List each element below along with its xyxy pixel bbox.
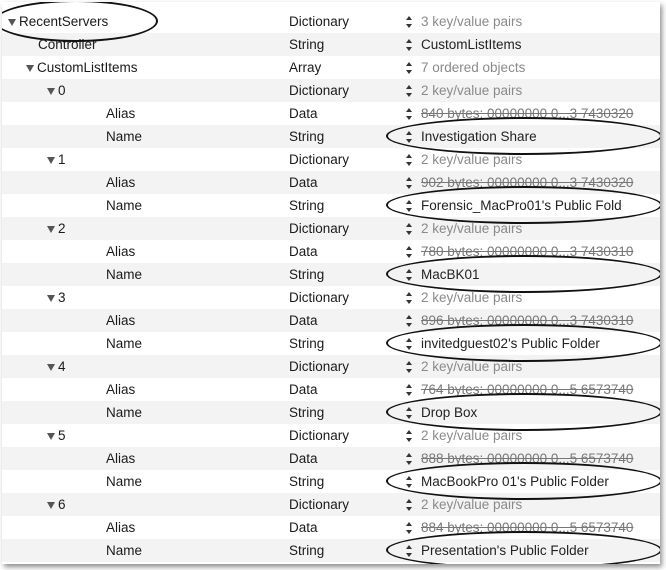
- key-label: 6: [58, 497, 66, 512]
- plist-row-item4[interactable]: [2, 355, 660, 378]
- type-cell[interactable]: Data: [289, 106, 318, 121]
- key-cell[interactable]: [47, 355, 66, 378]
- key-cell[interactable]: [26, 56, 138, 79]
- stepper-icon[interactable]: [406, 361, 414, 373]
- value-cell[interactable]: [406, 309, 633, 332]
- value-label: Drop Box: [421, 405, 478, 420]
- plist-row-item2[interactable]: [2, 217, 660, 240]
- key-cell[interactable]: [106, 378, 135, 401]
- type-cell[interactable]: String: [289, 267, 325, 282]
- plist-row-item1-alias[interactable]: [2, 171, 660, 194]
- value-label: 2 key/value pairs: [421, 152, 523, 167]
- stepper-icon[interactable]: [406, 453, 414, 465]
- key-label: CustomListItems: [37, 60, 138, 75]
- plist-row-item5-alias[interactable]: [2, 447, 660, 470]
- plist-row-item4-name[interactable]: [2, 401, 660, 424]
- type-cell[interactable]: Dictionary: [289, 290, 350, 305]
- key-label: Controller: [38, 37, 97, 52]
- plist-row-item0-name[interactable]: [2, 125, 660, 148]
- key-cell[interactable]: [47, 148, 66, 171]
- stepper-icon[interactable]: [406, 269, 414, 281]
- key-cell[interactable]: [38, 33, 97, 56]
- key-cell[interactable]: [106, 539, 142, 562]
- value-cell[interactable]: [406, 33, 522, 56]
- disclosure-triangle-icon[interactable]: [47, 502, 55, 509]
- plist-row-item6-alias[interactable]: [2, 516, 660, 539]
- plist-row-item2-name[interactable]: [2, 263, 660, 286]
- type-cell[interactable]: String: [289, 543, 325, 558]
- stepper-icon[interactable]: [406, 16, 414, 28]
- stepper-icon[interactable]: [406, 384, 414, 396]
- plist-row-item0-alias[interactable]: [2, 102, 660, 125]
- key-label: RecentServers: [19, 14, 109, 29]
- plist-row-item2-alias[interactable]: [2, 240, 660, 263]
- key-cell[interactable]: [106, 240, 135, 263]
- key-cell[interactable]: [47, 217, 66, 240]
- value-label: 2 key/value pairs: [421, 497, 523, 512]
- stepper-icon[interactable]: [406, 85, 414, 97]
- value-cell[interactable]: [406, 79, 522, 102]
- plist-row-item6-name[interactable]: [2, 539, 660, 562]
- plist-row-customlistitems[interactable]: [2, 56, 660, 79]
- disclosure-triangle-icon[interactable]: [47, 295, 55, 302]
- value-cell[interactable]: [406, 125, 537, 148]
- value-cell[interactable]: [406, 424, 522, 447]
- stepper-icon[interactable]: [406, 246, 414, 258]
- value-cell[interactable]: [406, 10, 522, 33]
- key-cell[interactable]: [106, 125, 142, 148]
- plist-row-item1[interactable]: [2, 148, 660, 171]
- key-label: Alias: [106, 451, 136, 466]
- key-label: Alias: [106, 313, 136, 328]
- type-cell[interactable]: String: [289, 336, 325, 351]
- value-cell[interactable]: [406, 240, 633, 263]
- value-cell[interactable]: [406, 516, 633, 539]
- value-label: 2 key/value pairs: [421, 221, 523, 236]
- key-cell[interactable]: [106, 309, 135, 332]
- disclosure-triangle-icon[interactable]: [47, 226, 55, 233]
- stepper-icon[interactable]: [406, 62, 414, 74]
- value-cell[interactable]: [406, 447, 633, 470]
- stepper-icon[interactable]: [406, 154, 414, 166]
- value-cell[interactable]: [406, 102, 633, 125]
- stepper-icon[interactable]: [406, 476, 414, 488]
- key-label: Alias: [106, 244, 136, 259]
- value-label: 2 key/value pairs: [421, 428, 523, 443]
- key-cell[interactable]: [47, 286, 66, 309]
- stepper-icon[interactable]: [406, 338, 414, 350]
- stepper-icon[interactable]: [406, 407, 414, 419]
- type-cell[interactable]: Data: [289, 382, 318, 397]
- stepper-icon[interactable]: [406, 177, 414, 189]
- key-cell[interactable]: [106, 194, 142, 217]
- key-cell[interactable]: [106, 171, 135, 194]
- value-label: 3 key/value pairs: [421, 14, 523, 29]
- plist-row-item3-name[interactable]: [2, 332, 660, 355]
- stepper-icon[interactable]: [406, 545, 414, 557]
- value-cell[interactable]: [406, 286, 522, 309]
- key-label: 2: [58, 221, 66, 236]
- stepper-icon[interactable]: [406, 315, 414, 327]
- value-label: Investigation Share: [421, 129, 537, 144]
- key-cell[interactable]: [47, 79, 66, 102]
- type-cell[interactable]: Data: [289, 520, 318, 535]
- key-label: 5: [58, 428, 66, 443]
- key-label: Alias: [106, 382, 136, 397]
- type-cell[interactable]: Data: [289, 451, 318, 466]
- value-cell[interactable]: [406, 539, 589, 562]
- type-cell[interactable]: Dictionary: [289, 14, 350, 29]
- type-cell[interactable]: String: [289, 198, 325, 213]
- type-cell[interactable]: Dictionary: [289, 152, 350, 167]
- key-label: Name: [106, 474, 143, 489]
- disclosure-triangle-icon[interactable]: [47, 157, 55, 164]
- value-label: 884 bytes: 00000000 0...5 6573740: [421, 520, 634, 535]
- value-label: invitedguest02's Public Folder: [421, 336, 600, 351]
- value-cell[interactable]: [406, 171, 633, 194]
- value-label: MacBookPro 01's Public Folder: [421, 474, 609, 489]
- plist-row-item1-name[interactable]: [2, 194, 660, 217]
- value-cell[interactable]: [406, 148, 522, 171]
- value-label: Presentation's Public Folder: [421, 543, 589, 558]
- key-cell[interactable]: [106, 516, 135, 539]
- plist-row-item3-alias[interactable]: [2, 309, 660, 332]
- value-cell[interactable]: [406, 355, 522, 378]
- type-cell[interactable]: Data: [289, 244, 318, 259]
- key-cell[interactable]: [106, 447, 135, 470]
- key-cell[interactable]: [8, 10, 108, 33]
- key-label: Name: [106, 336, 143, 351]
- disclosure-triangle-icon[interactable]: [47, 88, 55, 95]
- stepper-icon[interactable]: [406, 131, 414, 143]
- key-label: Name: [106, 405, 143, 420]
- key-label: 4: [58, 359, 66, 374]
- plist-row-item6[interactable]: [2, 493, 660, 516]
- stepper-icon[interactable]: [406, 108, 414, 120]
- value-cell[interactable]: [406, 56, 525, 79]
- disclosure-triangle-icon[interactable]: [47, 433, 55, 440]
- type-cell[interactable]: Dictionary: [289, 359, 350, 374]
- value-label: 840 bytes: 00000000 0...3 7430320: [421, 106, 634, 121]
- stepper-icon[interactable]: [406, 522, 414, 534]
- value-label: 780 bytes: 00000000 0...3 7430310: [421, 244, 634, 259]
- key-cell[interactable]: [106, 470, 142, 493]
- key-label: Alias: [106, 175, 136, 190]
- key-label: 3: [58, 290, 66, 305]
- value-label: 902 bytes: 00000000 0...3 7430320: [421, 175, 634, 190]
- key-cell[interactable]: [47, 493, 66, 516]
- stepper-icon[interactable]: [406, 223, 414, 235]
- stepper-icon[interactable]: [406, 499, 414, 511]
- value-cell[interactable]: [406, 194, 622, 217]
- type-cell[interactable]: Dictionary: [289, 497, 350, 512]
- disclosure-triangle-icon[interactable]: [47, 364, 55, 371]
- type-cell[interactable]: String: [289, 37, 325, 52]
- value-label: 888 bytes: 00000000 0...5 6573740: [421, 451, 634, 466]
- key-label: 1: [58, 152, 66, 167]
- type-cell[interactable]: String: [289, 129, 325, 144]
- key-cell[interactable]: [47, 424, 66, 447]
- disclosure-triangle-icon[interactable]: [8, 19, 16, 26]
- key-label: 0: [58, 83, 66, 98]
- stepper-icon[interactable]: [406, 430, 414, 442]
- value-label: CustomListItems: [421, 37, 522, 52]
- value-label: Forensic_MacPro01's Public Fold: [421, 198, 622, 213]
- plist-row-controller[interactable]: [2, 33, 660, 56]
- value-label: 896 bytes: 00000000 0...3 7430310: [421, 313, 634, 328]
- stepper-icon[interactable]: [406, 39, 414, 51]
- key-cell[interactable]: [106, 263, 142, 286]
- plist-editor: [2, 2, 660, 564]
- plist-row-recentservers[interactable]: [2, 10, 660, 33]
- value-cell[interactable]: [406, 470, 609, 493]
- key-label: Name: [106, 543, 143, 558]
- key-cell[interactable]: [106, 332, 142, 355]
- type-cell[interactable]: String: [289, 474, 325, 489]
- stepper-icon[interactable]: [406, 292, 414, 304]
- value-label: 2 key/value pairs: [421, 290, 523, 305]
- type-cell[interactable]: Data: [289, 175, 318, 190]
- plist-row-item3[interactable]: [2, 286, 660, 309]
- value-label: 2 key/value pairs: [421, 83, 523, 98]
- type-cell[interactable]: Dictionary: [289, 428, 350, 443]
- key-cell[interactable]: [106, 102, 135, 125]
- type-cell[interactable]: Data: [289, 313, 318, 328]
- stepper-icon[interactable]: [406, 200, 414, 212]
- value-cell[interactable]: [406, 217, 522, 240]
- type-cell[interactable]: Dictionary: [289, 83, 350, 98]
- key-label: Name: [106, 129, 143, 144]
- plist-row-item4-alias[interactable]: [2, 378, 660, 401]
- type-cell[interactable]: Dictionary: [289, 221, 350, 236]
- key-label: Name: [106, 267, 143, 282]
- plist-row-item5-name[interactable]: [2, 470, 660, 493]
- key-cell[interactable]: [106, 401, 142, 424]
- disclosure-triangle-icon[interactable]: [26, 65, 34, 72]
- value-label: 7 ordered objects: [421, 60, 526, 75]
- value-cell[interactable]: [406, 332, 600, 355]
- type-cell[interactable]: String: [289, 405, 325, 420]
- plist-row-item0[interactable]: [2, 79, 660, 102]
- type-cell[interactable]: Array: [289, 60, 322, 75]
- plist-row-item5[interactable]: [2, 424, 660, 447]
- value-cell[interactable]: [406, 378, 633, 401]
- value-cell[interactable]: [406, 401, 477, 424]
- value-cell[interactable]: [406, 493, 522, 516]
- value-label: MacBK01: [421, 267, 480, 282]
- value-cell[interactable]: [406, 263, 480, 286]
- key-label: Name: [106, 198, 143, 213]
- key-label: Alias: [106, 520, 136, 535]
- value-label: 2 key/value pairs: [421, 359, 523, 374]
- value-label: 764 bytes: 00000000 0...5 6573740: [421, 382, 634, 397]
- key-label: Alias: [106, 106, 136, 121]
